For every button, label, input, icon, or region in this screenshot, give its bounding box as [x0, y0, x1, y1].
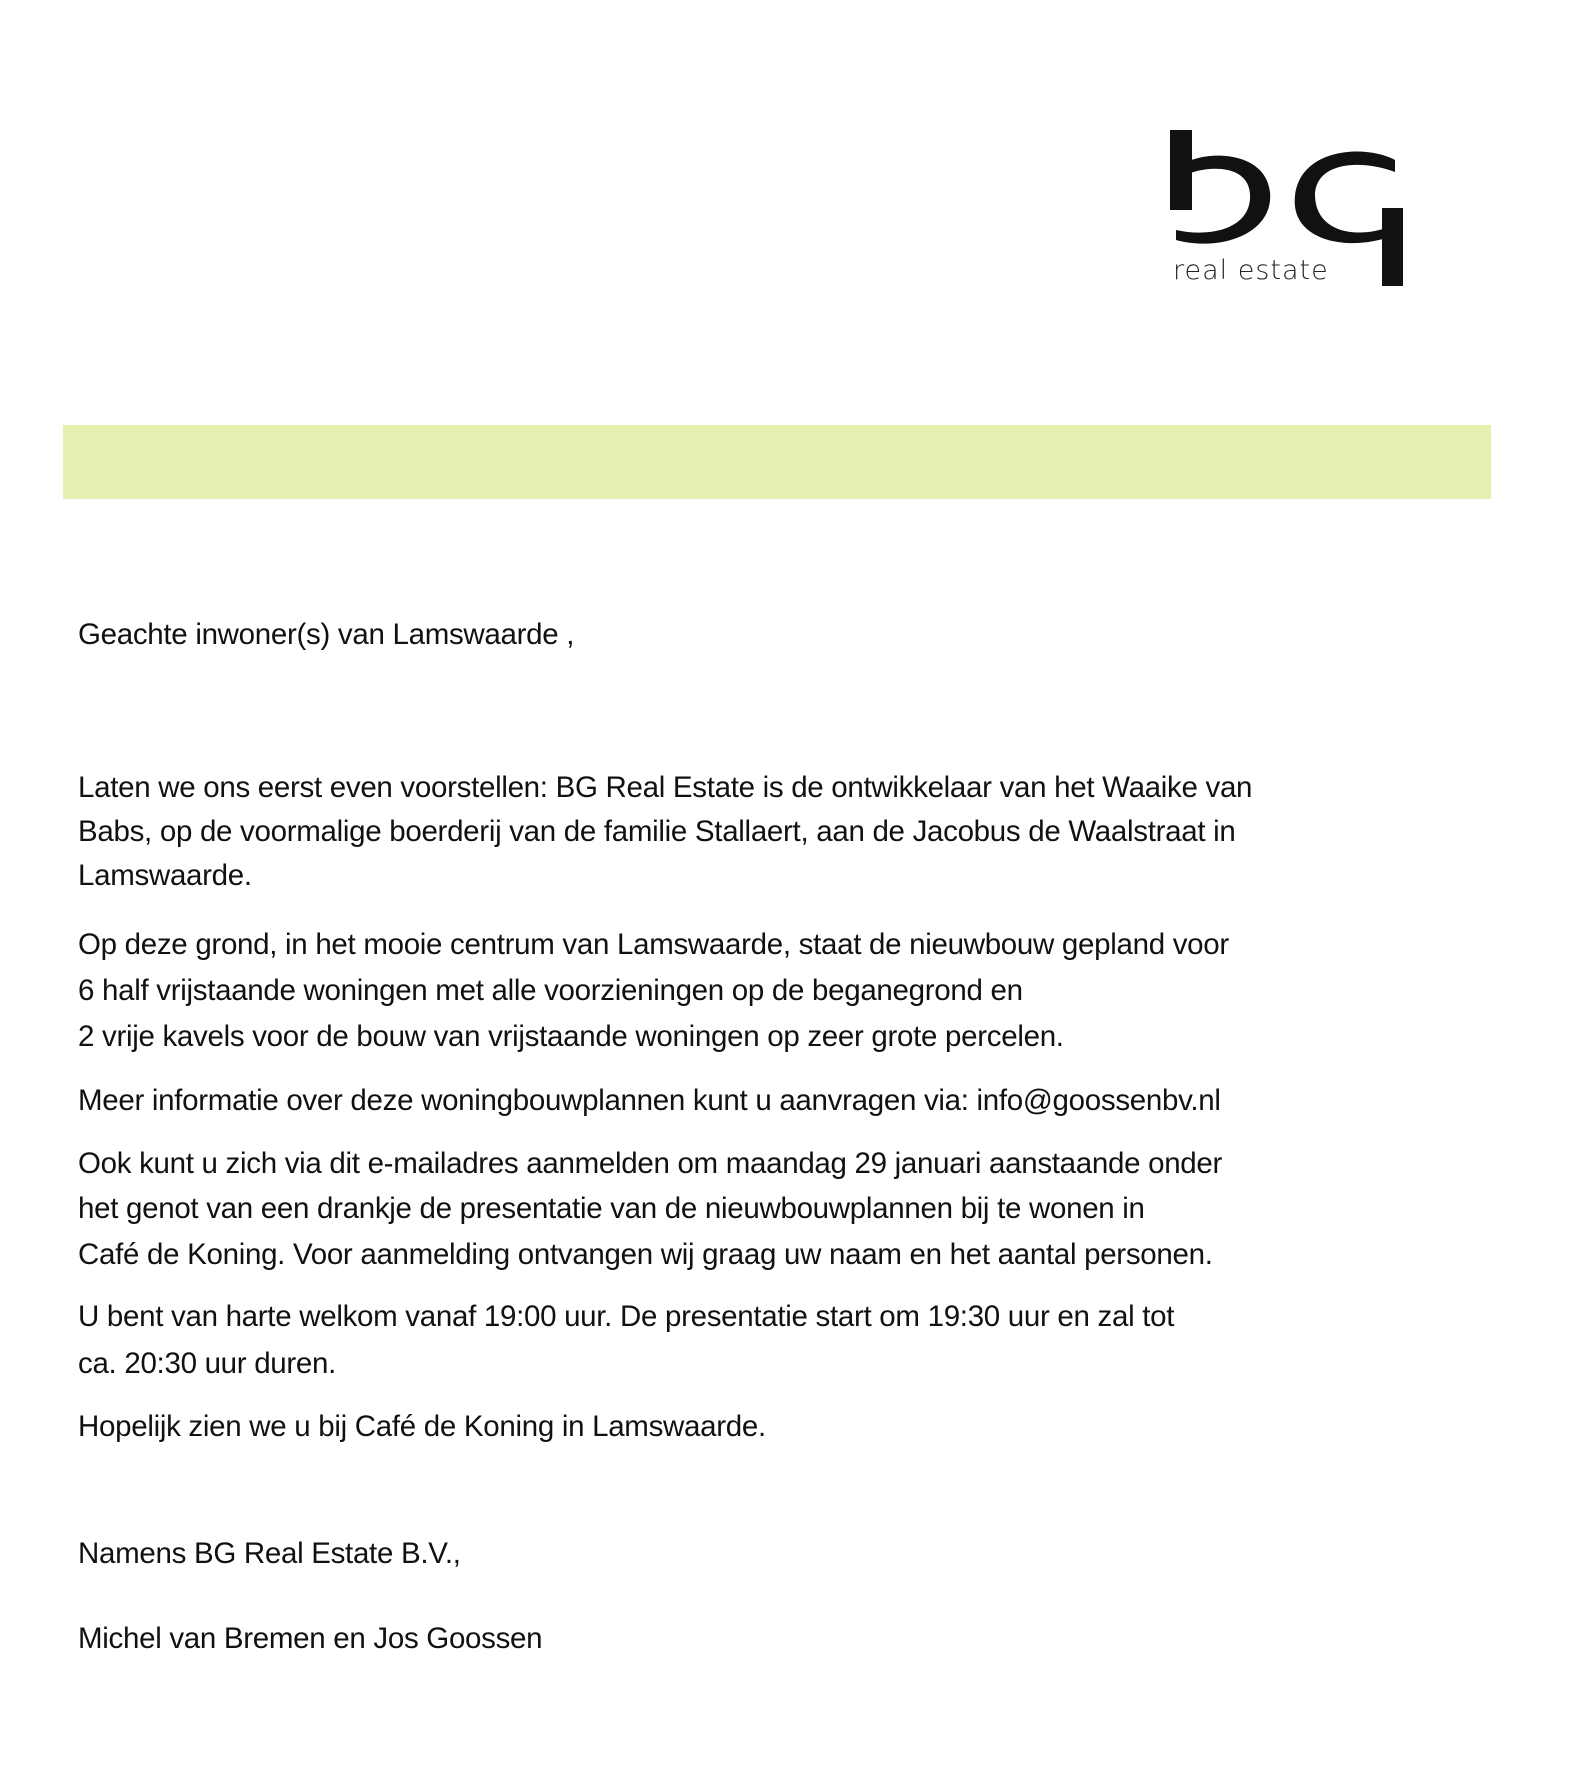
- logo-tagline: real estate: [1173, 255, 1329, 286]
- paragraph-closing-wish: Hopelijk zien we u bij Café de Koning in Lamswaarde.: [78, 1410, 766, 1443]
- signatories: Michel van Bremen en Jos Goossen: [78, 1622, 543, 1655]
- paragraph-times-line: ca. 20:30 uur duren.: [78, 1347, 337, 1380]
- paragraph-plans-line: 6 half vrijstaande woningen met alle voorzieningen op de beganegrond en: [78, 974, 1023, 1007]
- paragraph-times-line: U bent van harte welkom vanaf 19:00 uur. De presentatie start om 19:30 uur en zal tot: [78, 1300, 1175, 1333]
- paragraph-intro-line: Babs, op de voormalige boerderij van de familie Stallaert, aan de Jacobus de Waalstraat in: [78, 815, 1236, 848]
- paragraph-register-line: Café de Koning. Voor aanmelding ontvangen wij graag uw naam en het aantal personen.: [78, 1238, 1213, 1271]
- paragraph-register-line: het genot van een drankje de presentatie van de nieuwbouwplannen bij te wonen in: [78, 1192, 1145, 1225]
- paragraph-plans-line: 2 vrije kavels voor de bouw van vrijstaande woningen op zeer grote percelen.: [78, 1020, 1064, 1053]
- company-logo: [1170, 130, 1415, 300]
- paragraph-intro-line: Lamswaarde.: [78, 859, 252, 892]
- paragraph-register-line: Ook kunt u zich via dit e-mailadres aanmelden om maandag 29 januari aanstaande onder: [78, 1147, 1223, 1180]
- paragraph-plans-line: Op deze grond, in het mooie centrum van Lamswaarde, staat de nieuwbouw gepland voor: [78, 928, 1229, 961]
- closing: Namens BG Real Estate B.V.,: [78, 1537, 461, 1570]
- salutation: Geachte inwoner(s) van Lamswaarde ,: [78, 618, 575, 651]
- paragraph-intro-line: Laten we ons eerst even voorstellen: BG Real Estate is de ontwikkelaar van het Waaike van: [78, 771, 1253, 804]
- paragraph-info-line: Meer informatie over deze woningbouwplannen kunt u aanvragen via: info@goossenbv.nl: [78, 1084, 1221, 1117]
- header-band: [63, 425, 1491, 499]
